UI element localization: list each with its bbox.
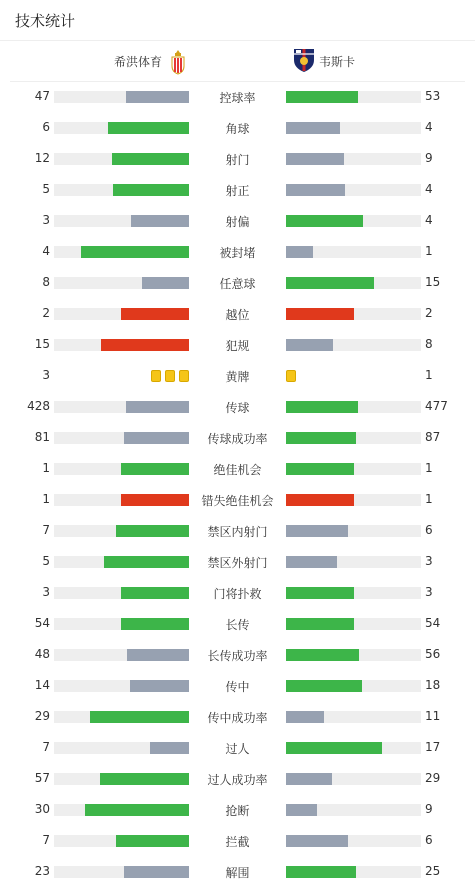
away-stat-bar-fill <box>286 587 354 599</box>
away-stat-bar <box>286 804 421 816</box>
stat-row <box>0 113 475 144</box>
away-stat-bar-fill <box>286 649 359 661</box>
home-stat-value: 30 <box>34 802 50 816</box>
page-title: 技术统计 <box>15 12 76 30</box>
away-stat-value: 9 <box>425 151 433 165</box>
stat-row <box>0 268 475 299</box>
away-stat-value: 18 <box>425 678 441 692</box>
stat-row <box>0 144 475 175</box>
home-team-name[interactable]: 希洪体育 <box>113 55 162 69</box>
away-stat-value: 29 <box>425 771 441 785</box>
home-stat-bar-fill <box>116 525 189 537</box>
away-stat-value: 87 <box>425 430 441 444</box>
home-stat-bar <box>54 866 189 878</box>
away-stat-bar-fill <box>286 773 332 785</box>
home-stat-bar <box>54 804 189 816</box>
stat-row <box>0 671 475 702</box>
home-stat-bar <box>54 711 189 723</box>
home-stat-value: 14 <box>34 678 50 692</box>
away-stat-bar-fill <box>286 866 356 878</box>
home-stat-bar-fill <box>112 153 189 165</box>
away-stat-bar-fill <box>286 184 345 196</box>
away-stat-value: 54 <box>425 616 441 630</box>
away-stat-value: 1 <box>425 492 433 506</box>
yellow-card-icon <box>286 370 296 382</box>
stat-label: 长传 <box>225 618 250 632</box>
home-stat-bar-fill <box>127 649 189 661</box>
home-stat-value: 5 <box>42 182 50 196</box>
stat-label: 禁区外射门 <box>207 556 268 570</box>
home-stat-bar <box>54 742 189 754</box>
home-stat-bar <box>54 246 189 258</box>
away-stat-bar <box>286 432 421 444</box>
away-stat-value: 25 <box>425 864 441 878</box>
home-team-crest-icon[interactable] <box>170 49 186 75</box>
away-stat-bar <box>286 618 421 630</box>
away-stat-value: 4 <box>425 213 433 227</box>
stat-label: 绝佳机会 <box>213 463 262 477</box>
away-stat-value: 1 <box>425 461 433 475</box>
away-stat-bar-fill <box>286 463 354 475</box>
stat-label: 长传成功率 <box>207 649 268 663</box>
home-stat-bar-fill <box>121 494 189 506</box>
away-stat-bar <box>286 339 421 351</box>
stat-label: 传球 <box>225 401 250 415</box>
stat-row <box>0 578 475 609</box>
home-stat-value: 12 <box>34 151 50 165</box>
away-stat-bar <box>286 866 421 878</box>
home-stat-bar-fill <box>116 835 189 847</box>
stat-label: 拦截 <box>225 835 250 849</box>
home-stat-value: 48 <box>34 647 50 661</box>
stat-label: 被封堵 <box>219 246 256 260</box>
away-stat-value: 9 <box>425 802 433 816</box>
away-stat-bar-fill <box>286 122 340 134</box>
home-stat-bar-fill <box>101 339 189 351</box>
home-stat-value: 3 <box>42 368 50 382</box>
stat-row <box>0 485 475 516</box>
stat-row <box>0 330 475 361</box>
home-stat-value: 3 <box>42 213 50 227</box>
home-stat-bar <box>54 277 189 289</box>
away-stat-bar-fill <box>286 494 354 506</box>
away-stat-bar <box>286 122 421 134</box>
stat-row <box>0 423 475 454</box>
stat-row <box>0 516 475 547</box>
away-stat-value: 6 <box>425 523 433 537</box>
stat-row <box>0 547 475 578</box>
away-stat-bar <box>286 153 421 165</box>
home-stat-bar <box>54 773 189 785</box>
home-stat-value: 23 <box>34 864 50 878</box>
home-stat-value: 3 <box>42 585 50 599</box>
home-stat-bar-fill <box>90 711 189 723</box>
home-stat-bar-fill <box>126 91 189 103</box>
away-stat-bar-fill <box>286 525 348 537</box>
away-stat-value: 1 <box>425 244 433 258</box>
away-stat-bar-fill <box>286 339 333 351</box>
away-stat-bar-fill <box>286 401 358 413</box>
stat-label: 控球率 <box>219 91 256 105</box>
away-stat-bar-fill <box>286 556 337 568</box>
away-stat-value: 4 <box>425 120 433 134</box>
home-stat-bar-fill <box>124 432 189 444</box>
away-stat-bar <box>286 587 421 599</box>
home-stat-value: 57 <box>34 771 50 785</box>
stat-row <box>0 206 475 237</box>
home-stat-bar-fill <box>121 587 189 599</box>
home-stat-bar-fill <box>121 463 189 475</box>
home-stat-bar <box>54 525 189 537</box>
away-stat-value: 4 <box>425 182 433 196</box>
stats-list <box>0 82 475 888</box>
stat-label: 过人成功率 <box>207 773 268 787</box>
home-stat-bar-fill <box>104 556 189 568</box>
home-stat-value: 1 <box>42 461 50 475</box>
stat-row <box>0 392 475 423</box>
home-stat-bar-fill <box>142 277 189 289</box>
stat-label: 传中成功率 <box>207 711 268 725</box>
home-stat-bar <box>54 215 189 227</box>
away-stat-value: 1 <box>425 368 433 382</box>
stat-row <box>0 795 475 826</box>
stat-label: 犯规 <box>225 339 250 353</box>
yellow-card-icon <box>179 370 189 382</box>
home-stat-value: 54 <box>34 616 50 630</box>
home-stat-bar-fill <box>100 773 189 785</box>
home-stat-bar <box>54 153 189 165</box>
stat-row <box>0 454 475 485</box>
away-stat-bar-fill <box>286 215 363 227</box>
stat-row <box>0 361 475 392</box>
home-stat-bar <box>54 463 189 475</box>
away-stat-value: 477 <box>425 399 448 413</box>
away-stat-bar-fill <box>286 711 324 723</box>
away-stat-bar <box>286 401 421 413</box>
away-stat-bar-fill <box>286 308 354 320</box>
away-stat-value: 3 <box>425 585 433 599</box>
home-stat-value: 29 <box>34 709 50 723</box>
home-stat-bar <box>54 835 189 847</box>
yellow-card-icon <box>151 370 161 382</box>
home-stat-value: 15 <box>34 337 50 351</box>
away-stat-bar-fill <box>286 277 374 289</box>
home-stat-bar-fill <box>126 401 189 413</box>
home-stat-bar <box>54 556 189 568</box>
away-stat-value: 17 <box>425 740 441 754</box>
away-stat-bar-fill <box>286 742 382 754</box>
stat-row <box>0 733 475 764</box>
home-stat-bar <box>54 401 189 413</box>
home-stat-value: 428 <box>27 399 50 413</box>
away-stat-bar-fill <box>286 432 356 444</box>
home-stat-value: 47 <box>34 89 50 103</box>
stat-row <box>0 857 475 888</box>
away-stat-bar <box>286 277 421 289</box>
home-stat-bar-fill <box>150 742 189 754</box>
home-stat-bar <box>54 680 189 692</box>
away-team-name[interactable]: 韦斯卡 <box>319 55 356 69</box>
home-stat-value: 1 <box>42 492 50 506</box>
stat-label: 门将扑救 <box>213 587 262 601</box>
away-stat-bar <box>286 711 421 723</box>
away-stat-bar <box>286 649 421 661</box>
away-stat-value: 11 <box>425 709 441 723</box>
stat-label: 解围 <box>225 866 250 880</box>
stat-label: 错失绝佳机会 <box>201 494 274 508</box>
away-team-crest-icon[interactable] <box>292 47 316 73</box>
away-stat-bar-fill <box>286 680 362 692</box>
home-stat-bar <box>54 91 189 103</box>
away-stat-bar-fill <box>286 246 313 258</box>
home-stat-bar <box>54 308 189 320</box>
away-stat-bar <box>286 835 421 847</box>
home-stat-value: 4 <box>42 244 50 258</box>
home-stat-bar <box>54 618 189 630</box>
away-stat-bar <box>286 742 421 754</box>
home-stat-bar <box>54 432 189 444</box>
home-stat-value: 7 <box>42 833 50 847</box>
stat-label: 任意球 <box>219 277 256 291</box>
away-stat-value: 3 <box>425 554 433 568</box>
away-yellow-cards <box>286 370 300 383</box>
teams-header <box>10 41 465 82</box>
stat-label: 越位 <box>225 308 250 322</box>
home-stat-bar-fill <box>81 246 189 258</box>
away-stat-value: 6 <box>425 833 433 847</box>
stat-label: 抢断 <box>225 804 250 818</box>
stat-label: 禁区内射门 <box>207 525 268 539</box>
away-stat-value: 2 <box>425 306 433 320</box>
stat-row <box>0 826 475 857</box>
away-stat-bar-fill <box>286 153 344 165</box>
stat-row <box>0 609 475 640</box>
home-stat-bar-fill <box>108 122 189 134</box>
away-stat-bar <box>286 308 421 320</box>
home-yellow-cards <box>147 370 189 383</box>
stat-label: 黄牌 <box>225 370 250 384</box>
stat-label: 射门 <box>225 153 250 167</box>
away-stat-bar <box>286 773 421 785</box>
stat-label: 传球成功率 <box>207 432 268 446</box>
away-stat-bar <box>286 215 421 227</box>
stat-row <box>0 640 475 671</box>
away-stat-bar-fill <box>286 91 358 103</box>
home-stat-bar <box>54 184 189 196</box>
home-stat-value: 6 <box>42 120 50 134</box>
away-stat-bar-fill <box>286 835 348 847</box>
stat-label: 射正 <box>225 184 250 198</box>
stat-label: 过人 <box>225 742 250 756</box>
stat-row <box>0 237 475 268</box>
away-stat-value: 15 <box>425 275 441 289</box>
away-stat-value: 8 <box>425 337 433 351</box>
home-stat-bar-fill <box>113 184 189 196</box>
away-stat-bar <box>286 680 421 692</box>
home-stat-value: 5 <box>42 554 50 568</box>
stat-row <box>0 82 475 113</box>
away-stat-bar <box>286 494 421 506</box>
home-stat-bar <box>54 339 189 351</box>
home-stat-bar <box>54 587 189 599</box>
home-stat-value: 2 <box>42 306 50 320</box>
away-stat-bar-fill <box>286 618 354 630</box>
home-stat-bar-fill <box>124 866 189 878</box>
away-stat-bar <box>286 246 421 258</box>
away-stat-bar <box>286 463 421 475</box>
stat-row <box>0 764 475 795</box>
away-stat-bar <box>286 556 421 568</box>
stat-label: 角球 <box>225 122 250 136</box>
stat-row <box>0 175 475 206</box>
away-stat-bar-fill <box>286 804 317 816</box>
away-stat-bar <box>286 91 421 103</box>
home-stat-bar-fill <box>131 215 189 227</box>
home-stat-bar-fill <box>121 308 189 320</box>
yellow-card-icon <box>165 370 175 382</box>
home-stat-value: 81 <box>34 430 50 444</box>
away-stat-value: 56 <box>425 647 441 661</box>
home-stat-value: 7 <box>42 740 50 754</box>
home-stat-bar-fill <box>85 804 189 816</box>
title-bar <box>0 0 475 41</box>
home-stat-bar-fill <box>130 680 189 692</box>
stat-label: 射偏 <box>225 215 250 229</box>
home-stat-bar <box>54 122 189 134</box>
away-stat-bar <box>286 525 421 537</box>
stat-row <box>0 702 475 733</box>
home-stat-bar <box>54 649 189 661</box>
home-stat-bar <box>54 494 189 506</box>
stat-label: 传中 <box>225 680 250 694</box>
home-stat-value: 8 <box>42 275 50 289</box>
home-stat-bar-fill <box>121 618 189 630</box>
away-stat-value: 53 <box>425 89 441 103</box>
home-stat-value: 7 <box>42 523 50 537</box>
stat-row <box>0 299 475 330</box>
away-stat-bar <box>286 184 421 196</box>
